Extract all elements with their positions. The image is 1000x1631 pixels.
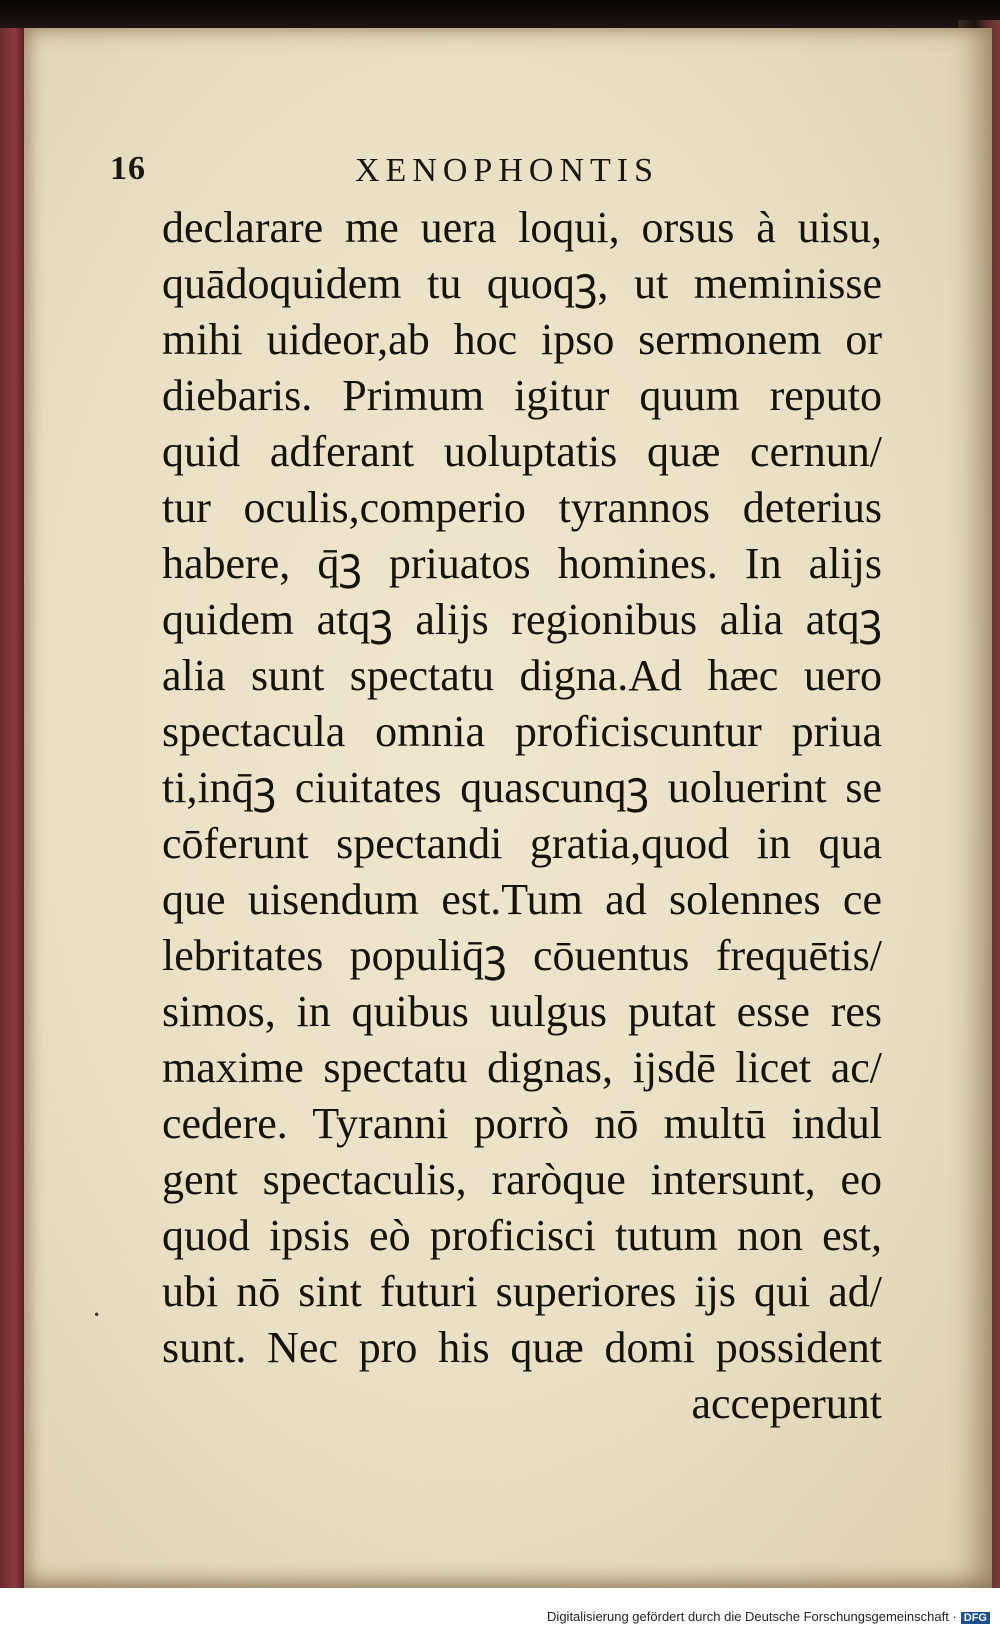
text-line: simos, in quibus uulgus putat esse res [162, 987, 882, 1036]
text-line: quādoquidem tu quoqꝫ, ut meminisse [162, 259, 882, 308]
text-line: ubi nō sint futuri superiores ijs qui ad/ [162, 1267, 882, 1316]
margin-marker: · [92, 1300, 102, 1331]
text-line: habere, q̄ꝫ priuatos homines. In alijs [162, 539, 882, 588]
text-line: mihi uideor,ab hoc ipso sermonem or [162, 315, 882, 364]
text-line: quod ipsis eò proficisci tutum non est, [162, 1211, 882, 1260]
catchword: acceperunt [691, 1379, 882, 1428]
body-text [162, 200, 882, 1432]
text-line: sunt. Nec pro his quæ domi possident [162, 1323, 882, 1372]
text-line: maxime spectatu dignas, ijsdē licet ac/ [162, 1043, 882, 1092]
text-line: diebaris. Primum igitur quum reputo [162, 371, 882, 420]
page-header [110, 150, 870, 200]
text-line: gent spectaculis, raròque intersunt, eo [162, 1155, 882, 1204]
credit-text: Digitalisierung gefördert durch die Deutsche Forschungsgemeinschaft · [547, 1609, 957, 1624]
text-line: lebritates populiq̄ꝫ cōuentus frequētis/ [162, 931, 882, 980]
text-line: que uisendum est.Tum ad solennes ce [162, 875, 882, 924]
text-line: cedere. Tyranni porrò nō multū indul [162, 1099, 882, 1148]
page-number: 16 [110, 150, 146, 187]
text-line: declarare me uera loqui, orsus à uisu, [162, 203, 882, 252]
text-line: spectacula omnia proficiscuntur priua [162, 707, 882, 756]
running-head: XENOPHONTIS [355, 152, 659, 189]
digitization-credit [547, 1609, 990, 1624]
text-line: ti,inq̄ꝫ ciuitates quascunqꝫ uoluerint se [162, 763, 882, 812]
left-binding-edge [0, 28, 24, 1588]
text-line: cōferunt spectandi gratia,quod in qua [162, 819, 882, 868]
top-edge [0, 0, 1000, 28]
dfg-logo: DFG [961, 1612, 990, 1624]
text-line: alia sunt spectatu digna.Ad hæc uero [162, 651, 882, 700]
text-line: quid adferant uoluptatis quæ cernun/ [162, 427, 882, 476]
text-line: tur oculis,comperio tyrannos deterius [162, 483, 882, 532]
text-line: quidem atqꝫ alijs regionibus alia atqꝫ [162, 595, 882, 644]
